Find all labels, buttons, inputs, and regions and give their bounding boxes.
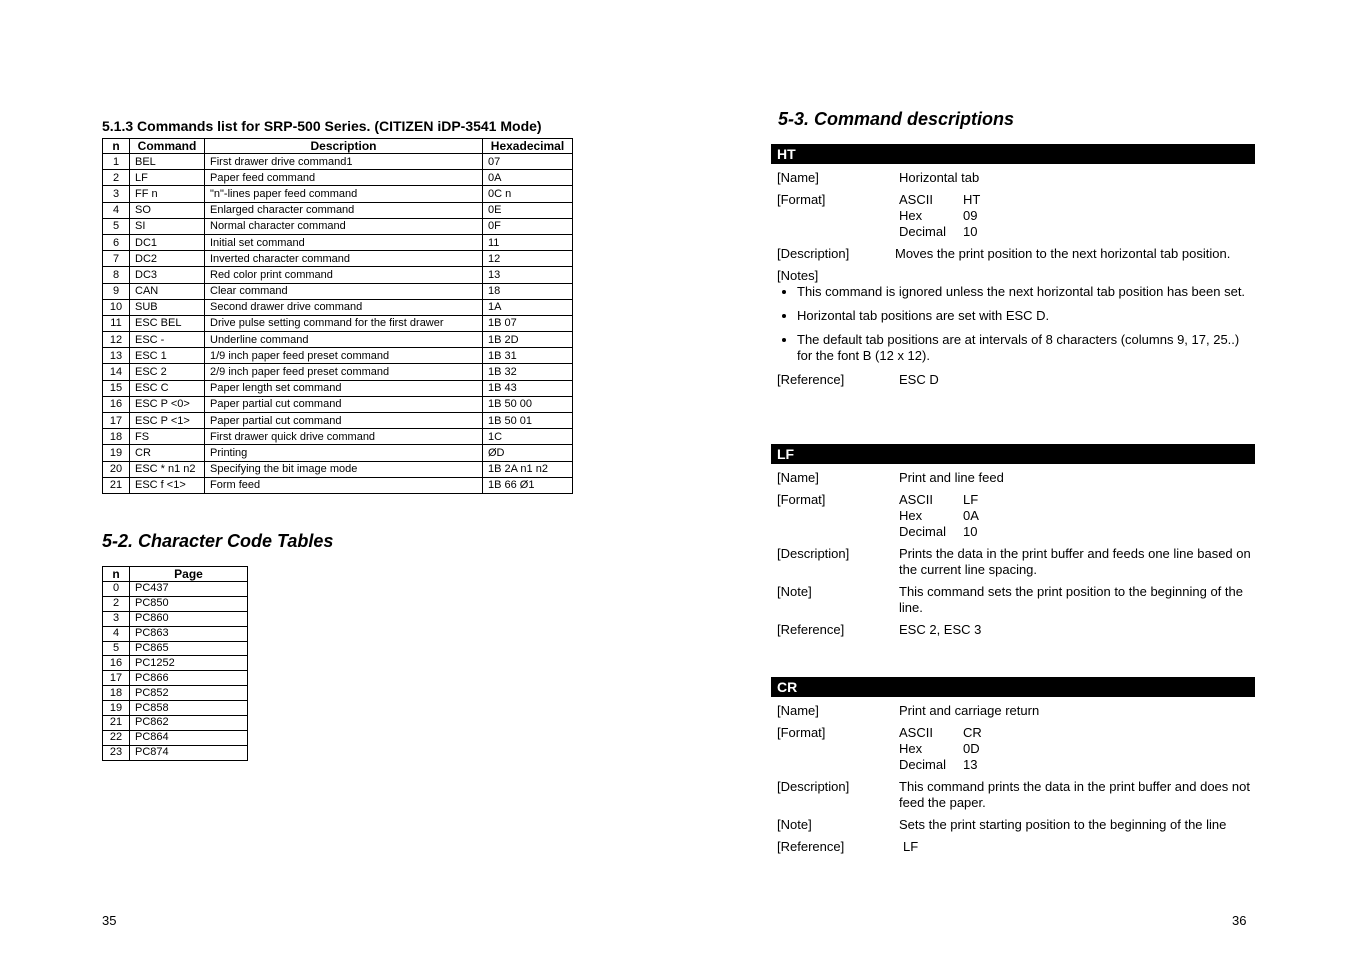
char-code-title: 5-2. Character Code Tables <box>102 531 334 551</box>
command-header-bar: CR <box>771 677 1255 697</box>
table-cell: 4 <box>103 626 130 641</box>
notes-list <box>771 284 1255 364</box>
table-row <box>103 611 248 626</box>
name-value: Horizontal tab <box>899 170 980 185</box>
table-row <box>103 267 573 283</box>
hex-value: 0A <box>963 508 979 523</box>
note-label: [Note] <box>777 584 812 599</box>
table-cell: 5 <box>103 641 130 656</box>
note-row <box>771 584 1255 616</box>
name-row <box>771 470 1255 486</box>
table-cell: SO <box>130 202 205 218</box>
table-row <box>103 396 573 412</box>
table-cell: 23 <box>103 745 130 760</box>
table-cell: CAN <box>130 283 205 299</box>
table-cell: 3 <box>103 611 130 626</box>
table-cell: 16 <box>103 396 130 412</box>
table-cell: 0C n <box>483 186 573 202</box>
table-cell: 18 <box>103 686 130 701</box>
table-cell: 1 <box>103 154 130 170</box>
table-cell: ESC C <box>130 380 205 396</box>
table-cell: PC852 <box>130 686 248 701</box>
table-row <box>103 251 573 267</box>
table-row <box>103 202 573 218</box>
table-cell: ESC 1 <box>130 348 205 364</box>
table-cell: 1B 31 <box>483 348 573 364</box>
reference-label: [Reference] <box>777 839 845 854</box>
table-cell: 9 <box>103 283 130 299</box>
table-cell: Drive pulse setting command for the first drawer <box>205 315 483 331</box>
decimal-label: Decimal <box>899 224 946 239</box>
name-row <box>771 703 1255 719</box>
table-cell: 19 <box>103 445 130 461</box>
format-label: [Format] <box>777 492 826 507</box>
table-cell: Second drawer drive command <box>205 299 483 315</box>
table-cell: PC437 <box>130 582 248 597</box>
table-row <box>103 656 248 671</box>
table-row <box>103 154 573 170</box>
table-row <box>103 413 573 429</box>
decimal-label: Decimal <box>899 757 946 772</box>
page-number: 36 <box>1232 913 1247 928</box>
command-block-lf <box>771 444 1255 638</box>
table-row <box>103 315 573 331</box>
table-cell: Printing <box>205 445 483 461</box>
note-row <box>771 817 1255 833</box>
hex-value: 0D <box>963 741 980 756</box>
table-cell: 1B 07 <box>483 315 573 331</box>
page-number: 35 <box>102 913 117 928</box>
table-cell: PC866 <box>130 671 248 686</box>
note-value: Sets the print starting position to the beginning of the line <box>899 817 1227 832</box>
format-row <box>771 725 1255 773</box>
description-row <box>771 546 1255 578</box>
table-cell: PC850 <box>130 596 248 611</box>
table-row <box>103 582 248 597</box>
table-cell: 0A <box>483 170 573 186</box>
decimal-value: 10 <box>963 224 978 239</box>
table-cell: ESC f <1> <box>130 477 205 493</box>
commands-table-body <box>103 154 573 494</box>
description-value: This command prints the data in the print buffer and does not feed the paper. <box>899 779 1250 810</box>
reference-row <box>771 839 1255 855</box>
table-row <box>103 445 573 461</box>
table-cell: 16 <box>103 656 130 671</box>
ascii-label: ASCII <box>899 725 933 740</box>
table-cell: ESC BEL <box>130 315 205 331</box>
table-cell: 1B 2D <box>483 332 573 348</box>
ascii-label: ASCII <box>899 492 933 507</box>
table-cell: 2 <box>103 170 130 186</box>
name-label: [Name] <box>777 170 819 185</box>
table-cell: DC2 <box>130 251 205 267</box>
reference-label: [Reference] <box>777 622 845 637</box>
command-block-cr <box>771 677 1255 855</box>
table-cell: SI <box>130 218 205 234</box>
table-row <box>103 686 248 701</box>
table-row <box>103 671 248 686</box>
header-n: n <box>103 139 130 154</box>
format-values <box>899 492 1255 540</box>
table-header-row <box>103 139 573 154</box>
note-value: This command sets the print position to the beginning of the line. <box>899 584 1243 615</box>
table-cell: DC1 <box>130 234 205 250</box>
table-cell: 1B 32 <box>483 364 573 380</box>
notes-label: [Notes] <box>777 268 819 283</box>
table-cell: 1B 66 Ø1 <box>483 477 573 493</box>
table-cell: 18 <box>103 429 130 445</box>
table-cell: FF n <box>130 186 205 202</box>
table-cell: Paper partial cut command <box>205 413 483 429</box>
command-header-bar: LF <box>771 444 1255 464</box>
table-cell: 17 <box>103 671 130 686</box>
table-cell: 10 <box>103 299 130 315</box>
note-item: • Horizontal tab positions are set with ESC D. <box>797 308 1255 324</box>
decimal-value: 10 <box>963 524 978 539</box>
section-title: 5.1.3 Commands list for SRP-500 Series. (CITIZEN iDP-3541 Mode) <box>102 118 542 134</box>
table-cell: 2/9 inch paper feed preset command <box>205 364 483 380</box>
hex-label: Hex <box>899 208 923 223</box>
table-cell: 21 <box>103 477 130 493</box>
right-page <box>676 0 1351 954</box>
table-row <box>103 283 573 299</box>
table-cell: 1B 50 01 <box>483 413 573 429</box>
code-page-table <box>102 566 248 761</box>
table-cell: PC860 <box>130 611 248 626</box>
header-page: Page <box>130 567 248 582</box>
table-cell: Underline command <box>205 332 483 348</box>
command-block-ht <box>771 144 1255 388</box>
table-cell: LF <box>130 170 205 186</box>
table-cell: Form feed <box>205 477 483 493</box>
table-cell: 1A <box>483 299 573 315</box>
name-row <box>771 170 1255 186</box>
table-row <box>103 626 248 641</box>
format-label: [Format] <box>777 725 826 740</box>
table-cell: 1/9 inch paper feed preset command <box>205 348 483 364</box>
table-row <box>103 218 573 234</box>
reference-label: [Reference] <box>777 372 845 387</box>
description-value: Moves the print position to the next horizontal tab position. <box>895 246 1231 261</box>
note-item: • This command is ignored unless the next horizontal tab position has been set. <box>797 284 1255 300</box>
table-cell: BEL <box>130 154 205 170</box>
table-cell: PC1252 <box>130 656 248 671</box>
table-cell: 18 <box>483 283 573 299</box>
description-value: Prints the data in the print buffer and feeds one line based on the current line spacing. <box>899 546 1251 577</box>
decimal-value: 13 <box>963 757 978 772</box>
table-cell: ESC - <box>130 332 205 348</box>
table-cell: 15 <box>103 380 130 396</box>
ascii-label: ASCII <box>899 192 933 207</box>
table-header-row <box>103 567 248 582</box>
reference-value: LF <box>903 839 919 854</box>
table-cell: Paper feed command <box>205 170 483 186</box>
table-row <box>103 429 573 445</box>
table-cell: 07 <box>483 154 573 170</box>
note-item: • The default tab positions are at intervals of 8 characters (columns 9, 17, 25..) for the font B (12 x 12). <box>797 332 1255 364</box>
description-label: [Description] <box>777 546 850 561</box>
table-row <box>103 641 248 656</box>
table-cell: 0F <box>483 218 573 234</box>
table-row <box>103 364 573 380</box>
description-row <box>771 246 1255 262</box>
description-row <box>771 779 1255 811</box>
table-row <box>103 730 248 745</box>
reference-value: ESC D <box>899 372 939 387</box>
table-cell: 19 <box>103 701 130 716</box>
ascii-value: CR <box>963 725 982 740</box>
table-cell: DC3 <box>130 267 205 283</box>
table-row <box>103 380 573 396</box>
table-cell: PC858 <box>130 701 248 716</box>
table-row <box>103 332 573 348</box>
table-cell: Normal character command <box>205 218 483 234</box>
command-descriptions-title: 5-3. Command descriptions <box>778 109 1015 129</box>
table-cell: ESC P <0> <box>130 396 205 412</box>
code-page-table-body <box>103 582 248 761</box>
ascii-value: LF <box>963 492 979 507</box>
notes-row <box>771 268 1255 364</box>
table-cell: SUB <box>130 299 205 315</box>
table-cell: Inverted character command <box>205 251 483 267</box>
header-command: Command <box>130 139 205 154</box>
table-row <box>103 186 573 202</box>
table-cell: CR <box>130 445 205 461</box>
table-cell: FS <box>130 429 205 445</box>
table-cell: 17 <box>103 413 130 429</box>
table-cell: Initial set command <box>205 234 483 250</box>
table-cell: 14 <box>103 364 130 380</box>
table-cell: 11 <box>483 234 573 250</box>
header-description: Description <box>205 139 483 154</box>
name-label: [Name] <box>777 703 819 718</box>
format-values <box>899 725 1255 773</box>
table-cell: 11 <box>103 315 130 331</box>
table-cell: PC863 <box>130 626 248 641</box>
table-row <box>103 701 248 716</box>
table-cell: ESC 2 <box>130 364 205 380</box>
table-cell: 7 <box>103 251 130 267</box>
table-row <box>103 477 573 493</box>
table-cell: 21 <box>103 716 130 731</box>
table-cell: 3 <box>103 186 130 202</box>
table-cell: 1C <box>483 429 573 445</box>
table-cell: PC874 <box>130 745 248 760</box>
table-cell: 5 <box>103 218 130 234</box>
table-cell: First drawer drive command1 <box>205 154 483 170</box>
table-cell: Paper length set command <box>205 380 483 396</box>
table-cell: 8 <box>103 267 130 283</box>
reference-value: ESC 2, ESC 3 <box>899 622 982 637</box>
table-cell: 22 <box>103 730 130 745</box>
table-cell: Clear command <box>205 283 483 299</box>
table-cell: 0 <box>103 582 130 597</box>
hex-label: Hex <box>899 741 923 756</box>
table-cell: Paper partial cut command <box>205 396 483 412</box>
command-header-bar: HT <box>771 144 1255 164</box>
table-cell: 1B 50 00 <box>483 396 573 412</box>
left-page <box>0 0 675 954</box>
table-cell: Enlarged character command <box>205 202 483 218</box>
table-cell: 1B 43 <box>483 380 573 396</box>
commands-table <box>102 138 573 494</box>
description-label: [Description] <box>777 246 850 261</box>
header-n: n <box>103 567 130 582</box>
hex-label: Hex <box>899 508 923 523</box>
table-cell: "n"-lines paper feed command <box>205 186 483 202</box>
decimal-label: Decimal <box>899 524 946 539</box>
format-row <box>771 192 1255 240</box>
reference-row <box>771 372 1255 388</box>
table-cell: 4 <box>103 202 130 218</box>
ascii-value: HT <box>963 192 981 207</box>
table-cell: 13 <box>103 348 130 364</box>
table-cell: 2 <box>103 596 130 611</box>
name-value: Print and carriage return <box>899 703 1040 718</box>
table-row <box>103 745 248 760</box>
format-label: [Format] <box>777 192 826 207</box>
table-cell: Specifying the bit image mode <box>205 461 483 477</box>
header-hexadecimal: Hexadecimal <box>483 139 573 154</box>
table-row <box>103 461 573 477</box>
note-label: [Note] <box>777 817 812 832</box>
table-cell: 6 <box>103 234 130 250</box>
table-cell: 20 <box>103 461 130 477</box>
table-cell: ESC P <1> <box>130 413 205 429</box>
table-row <box>103 716 248 731</box>
table-cell: ESC * n1 n2 <box>130 461 205 477</box>
format-row <box>771 492 1255 540</box>
description-label: [Description] <box>777 779 850 794</box>
table-row <box>103 299 573 315</box>
name-value: Print and line feed <box>899 470 1004 485</box>
table-row <box>103 170 573 186</box>
table-row <box>103 596 248 611</box>
table-cell: PC862 <box>130 716 248 731</box>
table-cell: 1B 2A n1 n2 <box>483 461 573 477</box>
table-row <box>103 234 573 250</box>
table-row <box>103 348 573 364</box>
table-cell: 12 <box>103 332 130 348</box>
table-cell: 0E <box>483 202 573 218</box>
table-cell: ØD <box>483 445 573 461</box>
table-cell: 13 <box>483 267 573 283</box>
table-cell: PC864 <box>130 730 248 745</box>
table-cell: First drawer quick drive command <box>205 429 483 445</box>
hex-value: 09 <box>963 208 978 223</box>
table-cell: 12 <box>483 251 573 267</box>
table-cell: Red color print command <box>205 267 483 283</box>
table-cell: PC865 <box>130 641 248 656</box>
format-values <box>899 192 1255 240</box>
name-label: [Name] <box>777 470 819 485</box>
reference-row <box>771 622 1255 638</box>
